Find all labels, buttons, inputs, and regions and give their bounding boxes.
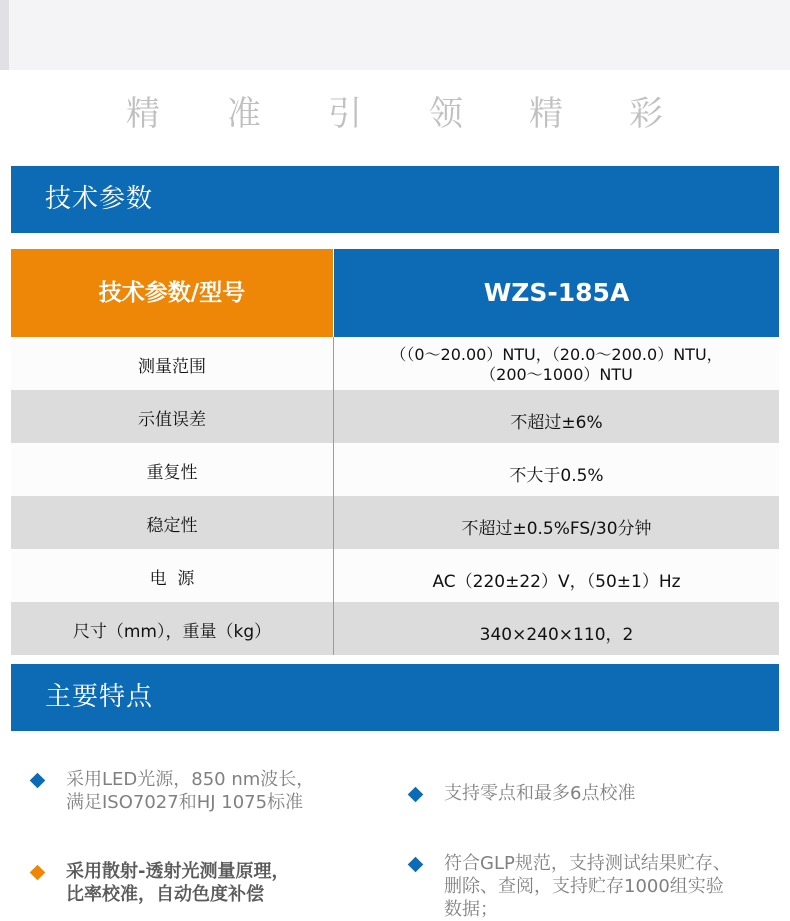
top-banner-edge	[0, 0, 9, 70]
spec-row-value: AC（220±22）V，（50±1）Hz	[333, 549, 779, 602]
spec-section-header	[11, 166, 779, 233]
spec-header-param: 技术参数/型号	[11, 249, 333, 337]
spec-row-label: 电 源	[149, 569, 195, 589]
top-banner-band	[0, 0, 790, 70]
spec-table-header	[11, 249, 779, 337]
spec-row-value: 不大于0.5%	[333, 443, 779, 496]
feature-line: 满足ISO7027和HJ 1075标准	[66, 792, 304, 813]
feature-text	[66, 768, 314, 814]
spec-row-label: 重复性	[146, 463, 198, 483]
feature-line: 采用LED光源，850 nm波长，	[66, 769, 315, 790]
spec-row-value: 不超过±0.5%FS/30分钟	[333, 496, 779, 549]
slogan	[0, 92, 790, 136]
spec-row-label: 示值误差	[138, 410, 206, 430]
spec-row-repeatability	[11, 443, 779, 496]
feature-line: 符合GLP规范，支持测试结果贮存、	[444, 853, 731, 874]
spec-table	[11, 249, 779, 655]
feature-line: 采用散射-透射光测量原理，	[66, 861, 290, 882]
spec-row-value: 不超过±6%	[333, 390, 779, 443]
spec-value-line: （（0～20.00）NTU，（20.0～200.0）NTU，	[390, 345, 723, 364]
diamond-bullet-icon	[408, 787, 424, 803]
slogan-char: 精	[529, 94, 563, 134]
spec-row-size-weight	[11, 602, 779, 655]
spec-row-label: 稳定性	[146, 516, 198, 536]
spec-value-line: （200～1000）NTU	[480, 365, 633, 384]
diamond-bullet-icon	[408, 857, 424, 873]
feature-line: 删除、查阅，支持贮存1000组实验	[444, 876, 724, 897]
features-section-title: 主要特点	[45, 682, 154, 712]
slogan-char: 领	[429, 94, 463, 134]
spec-section-title: 技术参数	[45, 184, 154, 214]
feature-line: 比率校准，自动色度补偿	[66, 884, 264, 905]
spec-header-model: WZS-185A	[333, 249, 779, 337]
spec-row-label: 测量范围	[138, 357, 206, 377]
features-section-header	[11, 664, 779, 731]
slogan-char: 准	[227, 94, 261, 134]
slogan-char: 精	[126, 94, 160, 134]
spec-row-value	[333, 337, 779, 390]
feature-line: 支持零点和最多6点校准	[444, 783, 636, 804]
feature-text	[444, 852, 731, 921]
feature-line: 数据；	[444, 899, 498, 920]
spec-row-value: 340×240×110，2	[333, 602, 779, 655]
diamond-bullet-icon	[30, 773, 46, 789]
spec-row-range	[11, 337, 779, 390]
spec-row-stability	[11, 496, 779, 549]
slogan-char: 引	[328, 94, 362, 134]
spec-row-power	[11, 549, 779, 602]
feature-text	[444, 782, 635, 805]
spec-row-label: 尺寸（mm），重量（kg）	[72, 622, 272, 642]
slogan-char: 彩	[629, 94, 663, 134]
diamond-bullet-icon	[30, 865, 46, 881]
feature-text	[66, 860, 289, 906]
spec-row-error	[11, 390, 779, 443]
